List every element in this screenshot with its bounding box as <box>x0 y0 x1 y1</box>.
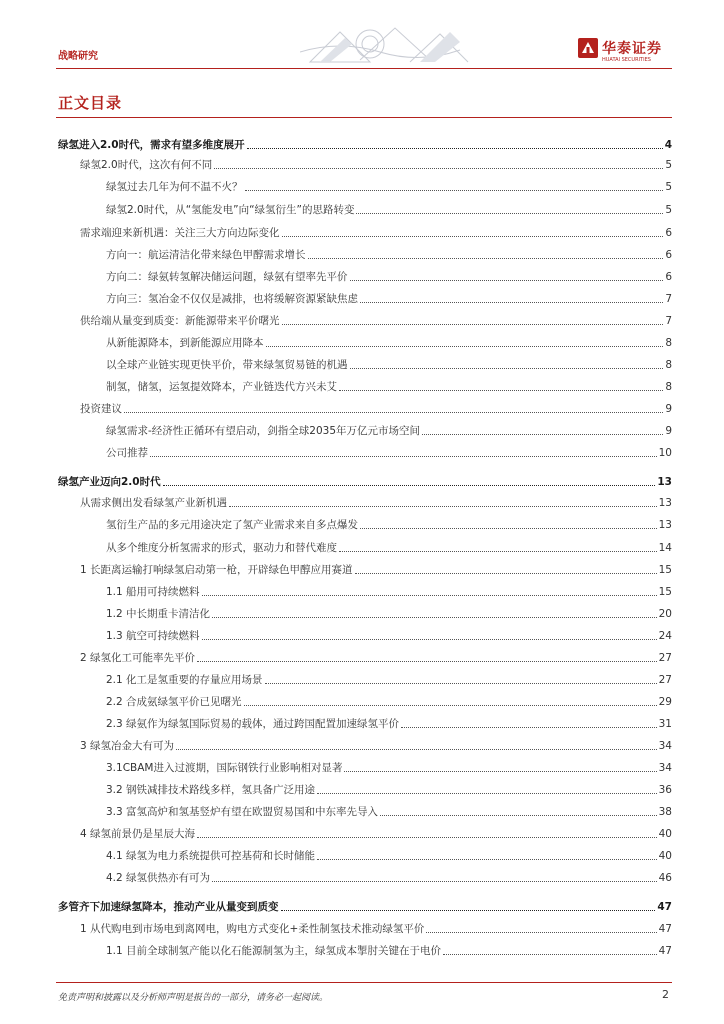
toc-dot-leader <box>317 858 657 860</box>
toc-entry-title: 1.2 中长期重卡清洁化 <box>106 608 211 620</box>
toc-entry-page: 38 <box>658 806 672 818</box>
toc-entry-level-3[interactable] <box>106 871 672 885</box>
toc-entry-page: 46 <box>658 872 672 884</box>
toc-dot-leader <box>212 880 657 882</box>
toc-dot-leader <box>282 235 664 237</box>
toc-entry-level-3[interactable] <box>106 695 672 709</box>
toc-entry-level-3[interactable] <box>106 248 672 262</box>
toc-dot-leader <box>339 389 663 391</box>
toc-entry-level-3[interactable] <box>106 849 672 863</box>
toc-dot-leader <box>426 931 656 933</box>
toc-entry-title: 方向一：航运清洁化带来绿色甲醇需求增长 <box>106 249 306 261</box>
toc-entry-title: 2.1 化工是氢重要的存量应用场景 <box>106 674 263 686</box>
toc-entry-level-3[interactable] <box>106 673 672 687</box>
toc-entry-title: 绿氢进入2.0时代，需求有望多维度展开 <box>58 139 245 151</box>
toc-title-divider <box>56 117 672 118</box>
toc-dot-leader <box>212 616 657 618</box>
toc-entry-level-3[interactable] <box>106 629 672 643</box>
page-header <box>0 0 724 68</box>
toc-entry-title: 制氢，储氢，运氢提效降本，产业链迭代方兴未艾 <box>106 381 337 393</box>
toc-entry-level-2[interactable] <box>80 827 672 841</box>
toc-entry-page: 5 <box>665 181 672 193</box>
toc-entry-page: 7 <box>665 315 672 327</box>
toc-entry-page: 13 <box>657 476 672 488</box>
toc-entry-level-3[interactable] <box>106 380 672 394</box>
toc-dot-leader <box>380 814 657 816</box>
toc-entry-level-2[interactable] <box>80 314 672 328</box>
toc-entry-page: 8 <box>665 359 672 371</box>
toc-entry-page: 24 <box>658 630 672 642</box>
toc-entry-title: 1.1 船用可持续燃料 <box>106 586 200 598</box>
toc-entry-title: 1 从代购电到市场电到离网电，购电方式变化+柔性制氢技术推动绿氢平价 <box>80 923 425 935</box>
toc-dot-leader <box>308 257 664 259</box>
toc-dot-leader <box>265 682 657 684</box>
toc-entry-page: 31 <box>658 718 672 730</box>
toc-entry-level-2[interactable] <box>80 158 672 172</box>
huatai-logo <box>578 38 672 68</box>
toc-dot-leader <box>355 572 657 574</box>
toc-entry-level-3[interactable] <box>106 518 672 532</box>
toc-entry-level-3[interactable] <box>106 424 672 438</box>
toc-title: 正文目录 <box>58 94 123 112</box>
toc-dot-leader <box>124 411 663 413</box>
logo-text-en: HUATAI SECURITIES <box>602 57 651 63</box>
toc-entry-title: 3.2 钢铁减排技术路线多样，氢具备广泛用途 <box>106 784 316 796</box>
toc-dot-leader <box>197 660 657 662</box>
toc-dot-leader <box>176 748 657 750</box>
toc-entry-title: 4.2 绿氢供热亦有可为 <box>106 872 211 884</box>
toc-entry-level-3[interactable] <box>106 761 672 775</box>
toc-entry-level-1[interactable] <box>58 475 672 489</box>
toc-dot-leader <box>356 212 663 214</box>
toc-entry-page: 9 <box>665 425 672 437</box>
toc-entry-page: 29 <box>658 696 672 708</box>
toc-entry-level-3[interactable] <box>106 270 672 284</box>
toc-entry-level-3[interactable] <box>106 541 672 555</box>
toc-entry-page: 15 <box>658 564 672 576</box>
toc-entry-level-3[interactable] <box>106 805 672 819</box>
toc-entry-page: 34 <box>658 740 672 752</box>
toc-dot-leader <box>202 594 657 596</box>
toc-dot-leader <box>266 345 664 347</box>
toc-entry-level-3[interactable] <box>106 446 672 460</box>
toc-entry-page: 10 <box>658 447 672 459</box>
toc-entry-title: 2.2 合成氨绿氢平价已见曙光 <box>106 696 242 708</box>
toc-entry-page: 47 <box>657 901 672 913</box>
toc-entry-page: 47 <box>658 945 672 957</box>
toc-entry-page: 4 <box>664 139 672 151</box>
toc-entry-title: 1.3 航空可持续燃料 <box>106 630 200 642</box>
toc-entry-title: 绿氢过去几年为何不温不火？ <box>106 181 243 193</box>
toc-entry-title: 公司推荐 <box>106 447 148 459</box>
toc-entry-title: 绿氢需求-经济性正循环有望启动，剑指全球2035年万亿元市场空间 <box>106 425 421 437</box>
toc-entry-level-3[interactable] <box>106 944 672 958</box>
toc-entry-title: 2.3 绿氨作为绿氢国际贸易的载体，通过跨国配置加速绿氢平价 <box>106 718 400 730</box>
toc-entry-title: 3.1CBAM进入过渡期，国际钢铁行业影响相对显著 <box>106 762 343 774</box>
toc-entry-page: 34 <box>658 762 672 774</box>
toc-entry-page: 27 <box>658 652 672 664</box>
toc-entry-page: 36 <box>658 784 672 796</box>
toc-entry-title: 绿氢2.0时代，这次有何不同 <box>80 159 213 171</box>
toc-entry-page: 6 <box>665 227 672 239</box>
toc-entry-level-3[interactable] <box>106 358 672 372</box>
toc-dot-leader <box>281 909 656 911</box>
toc-entry-level-2[interactable] <box>80 651 672 665</box>
toc-entry-title: 4 绿氢前景仍是星辰大海 <box>80 828 196 840</box>
toc-dot-leader <box>360 527 657 529</box>
toc-entry-title: 绿氢2.0时代，从“氢能发电”向“绿氢衍生”的思路转变 <box>106 204 355 216</box>
toc-entry-level-2[interactable] <box>80 226 672 240</box>
toc-entry-title: 从新能源降本，到新能源应用降本 <box>106 337 264 349</box>
toc-entry-title: 3.3 富氢高炉和氢基竖炉有望在欧盟贸易国和中东率先导入 <box>106 806 379 818</box>
toc-dot-leader <box>163 484 656 486</box>
page-number: 2 <box>662 988 669 1001</box>
toc-entry-page: 5 <box>665 159 672 171</box>
toc-entry-title: 2 绿氢化工可能率先平价 <box>80 652 196 664</box>
toc-entry-title: 多管齐下加速绿氢降本，推动产业从量变到质变 <box>58 901 279 913</box>
toc-entry-title: 1 长距离运输打响绿氢启动第一枪，开辟绿色甲醇应用赛道 <box>80 564 353 576</box>
toc-entry-page: 14 <box>658 542 672 554</box>
footer-disclaimer: 免责声明和披露以及分析师声明是报告的一部分，请务必一起阅读。 <box>58 993 329 1003</box>
toc-entry-level-3[interactable] <box>106 607 672 621</box>
toc-entry-title: 氢衍生产品的多元用途决定了氢产业需求来自多点爆发 <box>106 519 358 531</box>
toc-entry-level-3[interactable] <box>106 292 672 306</box>
toc-dot-leader <box>350 367 664 369</box>
toc-dot-leader <box>247 147 663 149</box>
toc-entry-level-3[interactable] <box>106 783 672 797</box>
toc-dot-leader <box>339 550 657 552</box>
toc-entry-title: 从需求侧出发看绿氢产业新机遇 <box>80 497 227 509</box>
toc-entry-page: 40 <box>658 828 672 840</box>
header-divider <box>56 68 672 69</box>
toc-entry-level-2[interactable] <box>80 922 672 936</box>
footer-divider <box>56 982 672 983</box>
toc-entry-page: 20 <box>658 608 672 620</box>
toc-entry-page: 47 <box>658 923 672 935</box>
toc-entry-level-3[interactable] <box>106 180 672 194</box>
toc-dot-leader <box>245 189 664 191</box>
toc-dot-leader <box>197 836 657 838</box>
toc-entry-title: 投资建议 <box>80 403 122 415</box>
toc-entry-title: 从多个维度分析氢需求的形式，驱动力和替代难度 <box>106 542 337 554</box>
logo-mark-icon <box>578 38 598 58</box>
toc-dot-leader <box>344 770 656 772</box>
toc-dot-leader <box>350 279 664 281</box>
toc-entry-page: 7 <box>665 293 672 305</box>
toc-entry-level-3[interactable] <box>106 717 672 731</box>
toc-entry-page: 6 <box>665 271 672 283</box>
toc-entry-level-1[interactable] <box>58 138 672 152</box>
toc-entry-page: 15 <box>658 586 672 598</box>
toc-entry-page: 5 <box>665 204 672 216</box>
toc-dot-leader <box>422 433 663 435</box>
toc-dot-leader <box>244 704 657 706</box>
toc-dot-leader <box>360 301 663 303</box>
toc-dot-leader <box>443 953 657 955</box>
toc-entry-level-1[interactable] <box>58 900 672 914</box>
toc-entry-title: 方向三：氢冶金不仅仅是减排，也将缓解资源紧缺焦虑 <box>106 293 358 305</box>
toc-entry-page: 40 <box>658 850 672 862</box>
toc-dot-leader <box>229 505 657 507</box>
toc-entry-title: 3 绿氢冶金大有可为 <box>80 740 175 752</box>
toc-entry-level-2[interactable] <box>80 739 672 753</box>
toc-entry-page: 27 <box>658 674 672 686</box>
toc-dot-leader <box>214 167 663 169</box>
toc-entry-level-2[interactable] <box>80 563 672 577</box>
toc-entry-page: 9 <box>665 403 672 415</box>
toc-entry-level-3[interactable] <box>106 585 672 599</box>
header-decoration-graphic <box>300 22 470 66</box>
logo-text-cn: 华泰证券 <box>602 41 662 57</box>
toc-entry-level-2[interactable] <box>80 402 672 416</box>
toc-entry-title: 供给端从量变到质变：新能源带来平价曙光 <box>80 315 280 327</box>
toc-dot-leader <box>401 726 657 728</box>
toc-entry-level-3[interactable] <box>106 336 672 350</box>
toc-entry-page: 13 <box>658 497 672 509</box>
toc-dot-leader <box>317 792 657 794</box>
toc-entry-page: 8 <box>665 381 672 393</box>
section-label: 战略研究 <box>58 51 98 62</box>
toc-dot-leader <box>202 638 657 640</box>
toc-entry-title: 4.1 绿氢为电力系统提供可控基荷和长时储能 <box>106 850 316 862</box>
toc-entry-title: 绿氢产业迈向2.0时代 <box>58 476 161 488</box>
toc-entry-page: 8 <box>665 337 672 349</box>
toc-entry-title: 方向二：绿氨转氢解决储运问题，绿氨有望率先平价 <box>106 271 348 283</box>
toc-entry-page: 13 <box>658 519 672 531</box>
toc-entry-title: 以全球产业链实现更快平价，带来绿氢贸易链的机遇 <box>106 359 348 371</box>
toc-entry-title: 需求端迎来新机遇：关注三大方向边际变化 <box>80 227 280 239</box>
toc-entry-title: 1.1 目前全球制氢产能以化石能源制氢为主，绿氢成本掣肘关键在于电价 <box>106 945 442 957</box>
toc-entry-level-3[interactable] <box>106 203 672 217</box>
toc-entry-page: 6 <box>665 249 672 261</box>
toc-entry-level-2[interactable] <box>80 496 672 510</box>
toc-dot-leader <box>150 455 657 457</box>
toc-dot-leader <box>282 323 664 325</box>
